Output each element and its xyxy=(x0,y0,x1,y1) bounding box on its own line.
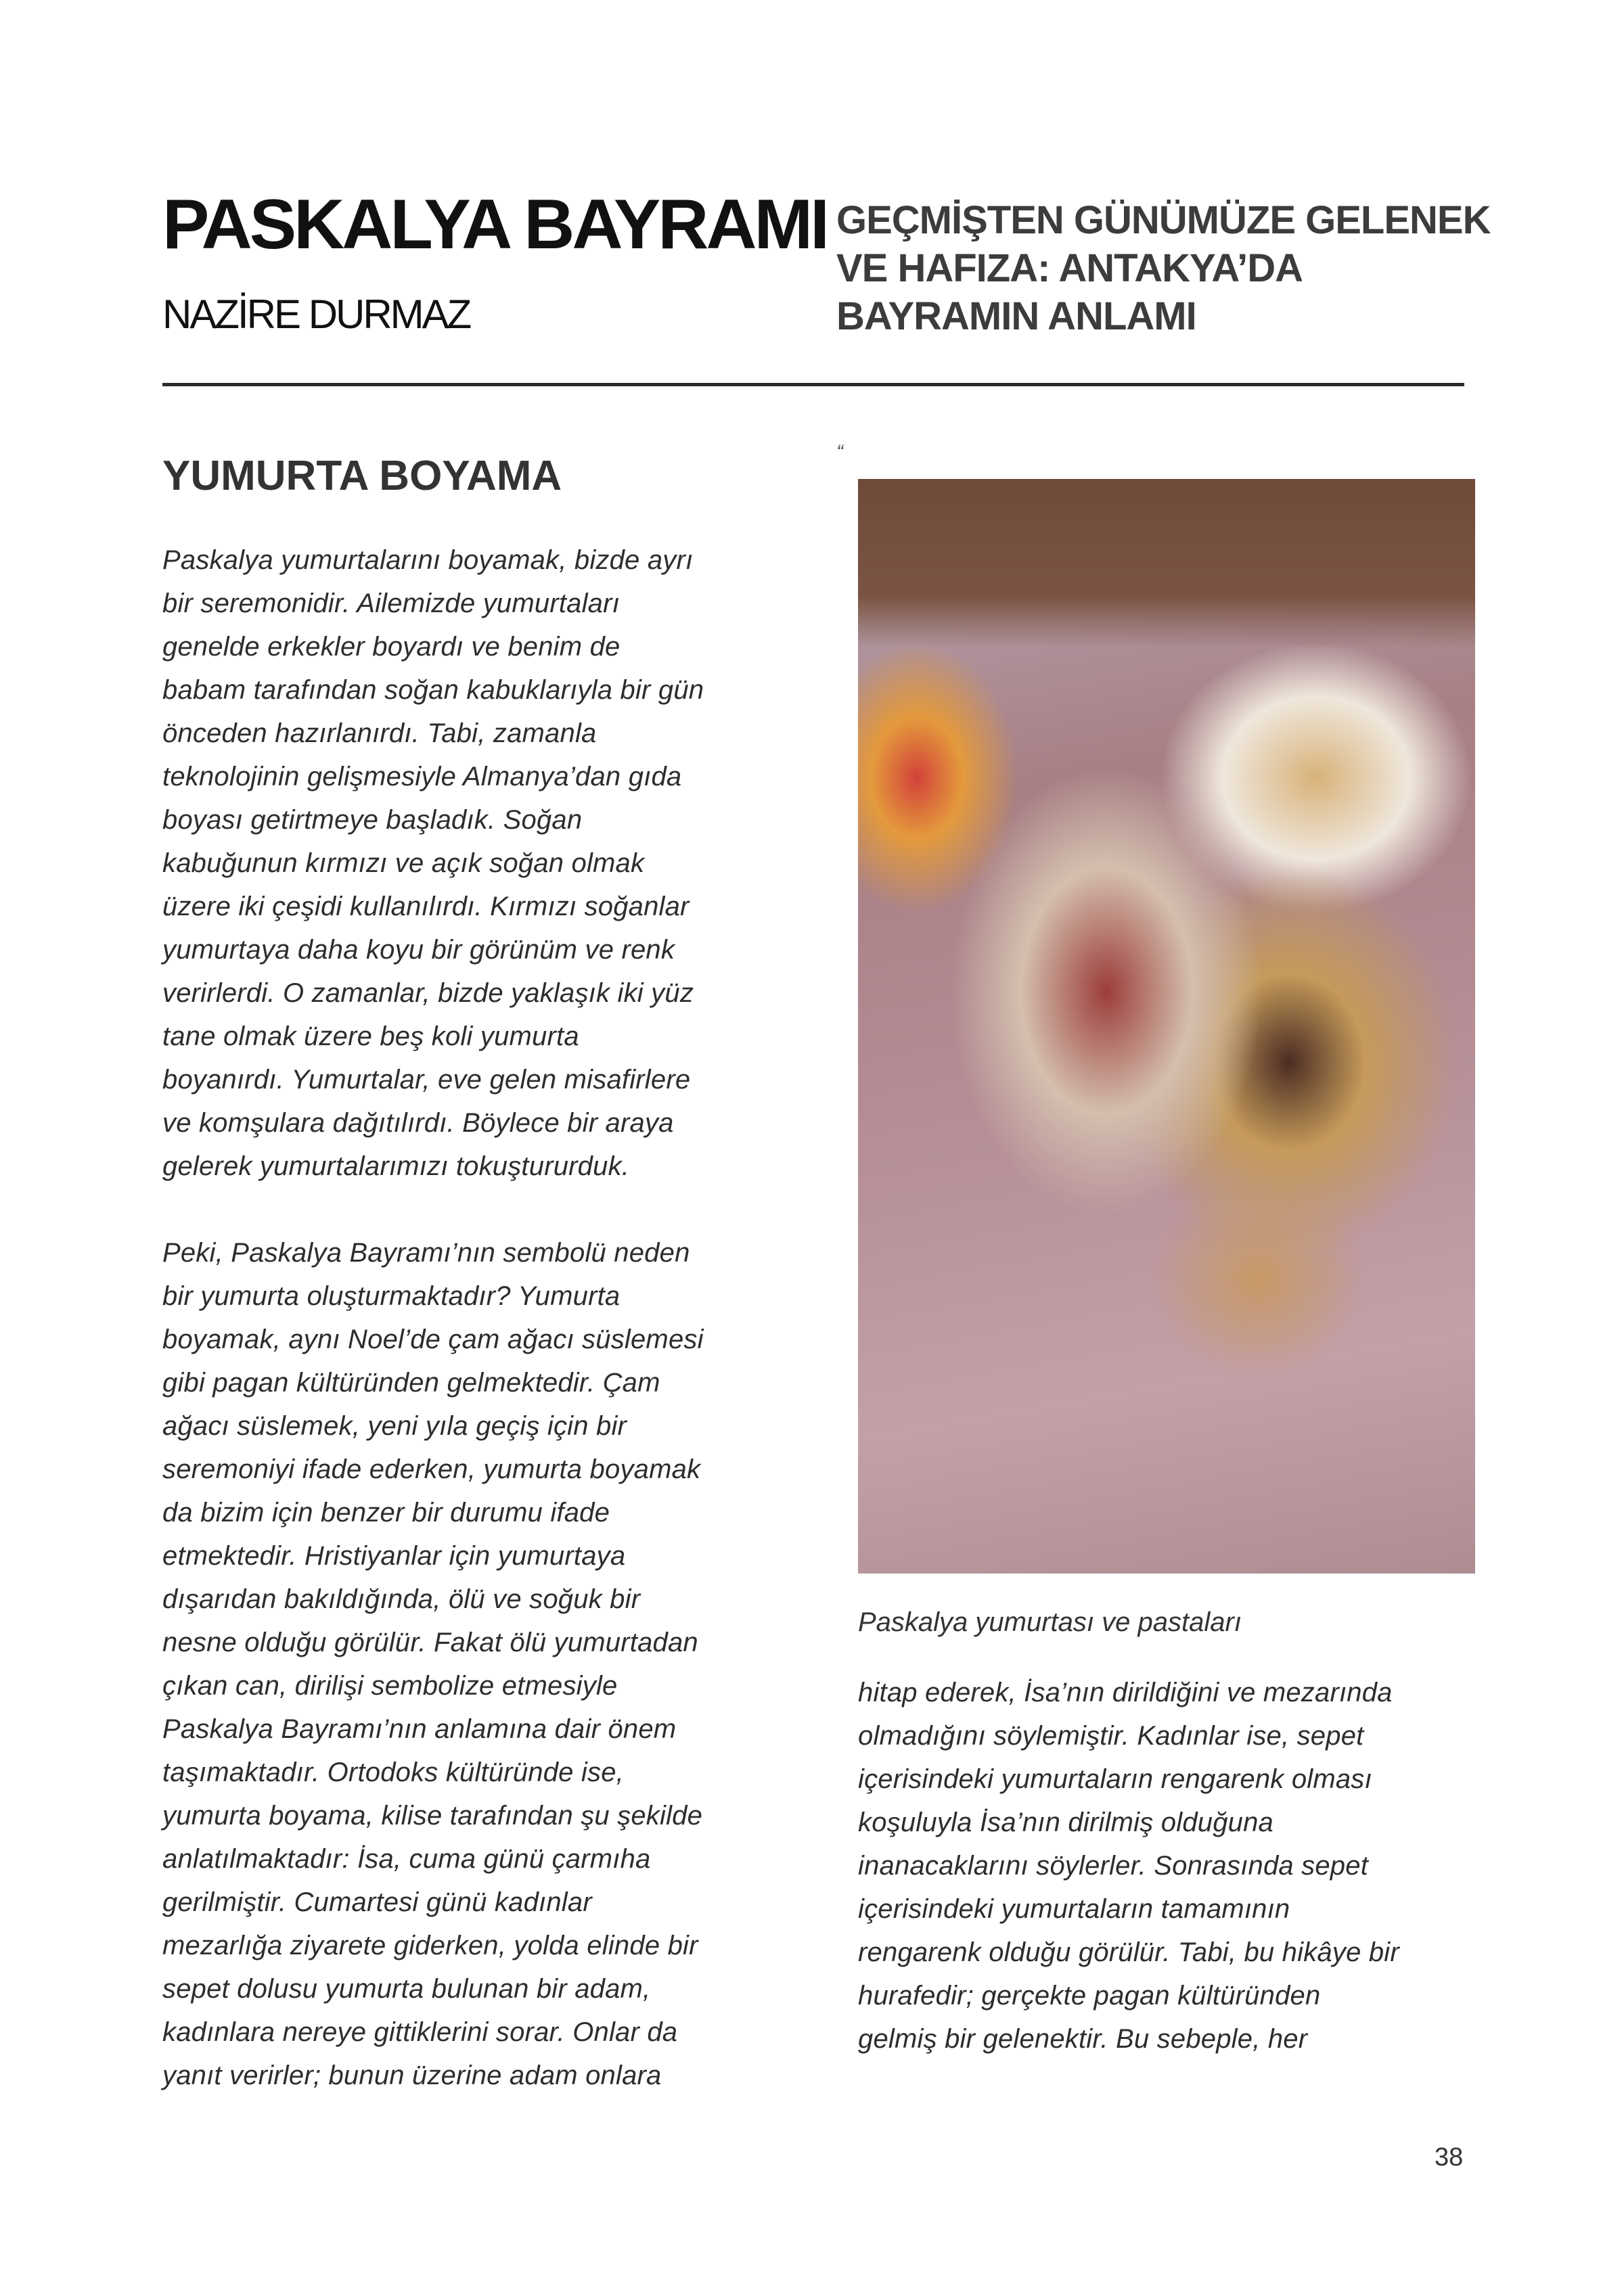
text-line: taşımaktadır. Ortodoks kültüründe ise, xyxy=(162,1758,624,1787)
text-line: çıkan can, dirilişi sembolize etmesiyle xyxy=(162,1671,618,1701)
text-line: yanıt verirler; bunun üzerine adam onlara xyxy=(162,2061,662,2090)
text-line: boyanırdı. Yumurtalar, eve gelen misafirlere xyxy=(162,1065,691,1095)
text-line: gelerek yumurtalarımızı tokuştururduk. xyxy=(162,1151,630,1181)
text-line: yumurtaya daha koyu bir görünüm ve renk xyxy=(162,935,675,965)
text-line: verirlerdi. O zamanlar, bizde yaklaşık iki yüz xyxy=(162,978,694,1008)
text-line: rengarenk olduğu görülür. Tabi, bu hikâye bir xyxy=(858,1937,1399,1967)
text-line: olmadığını söylemiştir. Kadınlar ise, sepet xyxy=(858,1721,1364,1751)
text-line: içerisindeki yumurtaların tamamının xyxy=(858,1894,1290,1924)
author-name: NAZİRE DURMAZ xyxy=(162,292,470,337)
text-line: üzere iki çeşidi kullanılırdı. Kırmızı soğanlar xyxy=(162,892,690,921)
text-line: bir yumurta oluşturmaktadır? Yumurta xyxy=(162,1281,621,1311)
text-line: hitap ederek, İsa’nın dirildiğini ve mezarında xyxy=(858,1678,1393,1707)
text-line: boyamak, aynı Noel’de çam ağacı süslemesi xyxy=(162,1325,704,1354)
subtitle-line: GEÇMİŞTEN GÜNÜMÜZE GELENEK xyxy=(836,198,1491,242)
text-line: kadınlara nereye gittiklerini sorar. Onlar da xyxy=(162,2017,678,2047)
text-line: yumurta boyama, kilise tarafından şu şekilde xyxy=(162,1801,703,1831)
text-line: hurafedir; gerçekte pagan kültüründen xyxy=(858,1981,1321,2011)
left-column xyxy=(162,538,798,2097)
text-line: babam tarafından soğan kabuklarıyla bir gün xyxy=(162,675,704,705)
text-line: Paskalya yumurtalarını boyamak, bizde ayrı xyxy=(162,545,694,575)
photo-floor-area xyxy=(858,479,1475,648)
text-line: ağacı süslemek, yeni yıla geçiş için bir xyxy=(162,1411,627,1441)
text-line: Paskalya Bayramı’nın anlamına dair önem xyxy=(162,1714,677,1744)
text-line: gelmiş bir gelenektir. Bu sebeple, her xyxy=(858,2024,1308,2054)
photo-caption: Paskalya yumurtası ve pastaları xyxy=(858,1607,1242,1637)
article-subtitle xyxy=(836,196,1513,340)
text-line: dışarıdan bakıldığında, ölü ve soğuk bir xyxy=(162,1584,641,1614)
paragraph-continued xyxy=(858,1671,1494,2061)
text-line: koşuluyla İsa’nın dirilmiş olduğuna xyxy=(858,1808,1273,1837)
subtitle-line: VE HAFIZA: ANTAKYA’DA xyxy=(836,246,1303,290)
text-line: inanacaklarını söylerler. Sonrasında sepet xyxy=(858,1851,1369,1881)
section-heading: YUMURTA BOYAMA xyxy=(162,453,562,499)
text-line: önceden hazırlanırdı. Tabi, zamanla xyxy=(162,718,597,748)
text-line: nesne olduğu görülür. Fakat ölü yumurtadan xyxy=(162,1628,698,1657)
text-line: genelde erkekler boyardı ve benim de xyxy=(162,632,621,662)
text-line: bir seremonidir. Ailemizde yumurtaları xyxy=(162,589,620,618)
paragraph-egg-symbol xyxy=(162,1231,798,2097)
paragraph-egg-dyeing xyxy=(162,538,798,1188)
text-line: mezarlığa ziyarete giderken, yolda elinde bir xyxy=(162,1931,698,1960)
text-line: sepet dolusu yumurta bulunan bir adam, xyxy=(162,1974,651,2004)
text-line: gibi pagan kültüründen gelmektedir. Çam xyxy=(162,1368,660,1398)
text-line: anlatılmaktadır: İsa, cuma günü çarmıha xyxy=(162,1844,651,1874)
text-line: etmektedir. Hristiyanlar için yumurtaya xyxy=(162,1541,626,1571)
article-title: PASKALYA BAYRAMI xyxy=(162,185,828,264)
text-line: boyası getirtmeye başladık. Soğan xyxy=(162,805,583,835)
text-line: tane olmak üzere beş koli yumurta xyxy=(162,1021,579,1051)
text-line: içerisindeki yumurtaların rengarenk olması xyxy=(858,1764,1372,1794)
page-number: 38 xyxy=(1435,2143,1464,2172)
right-column xyxy=(858,1671,1494,2061)
text-line: ve komşulara dağıtılırdı. Böylece bir araya xyxy=(162,1108,674,1138)
header-divider xyxy=(162,383,1464,386)
text-line: seremoniyi ifade ederken, yumurta boyamak xyxy=(162,1454,701,1484)
text-line: Peki, Paskalya Bayramı’nın sembolü neden xyxy=(162,1238,690,1268)
text-line: gerilmiştir. Cumartesi günü kadınlar xyxy=(162,1887,592,1917)
text-line: teknolojinin gelişmesiyle Almanya’dan gıda xyxy=(162,762,682,791)
text-line: da bizim için benzer bir durumu ifade xyxy=(162,1498,610,1528)
easter-table-photo xyxy=(858,479,1475,1574)
quote-mark: “ xyxy=(836,441,843,463)
text-line: kabuğunun kırmızı ve açık soğan olmak xyxy=(162,848,645,878)
subtitle-line: BAYRAMIN ANLAMI xyxy=(836,294,1196,338)
